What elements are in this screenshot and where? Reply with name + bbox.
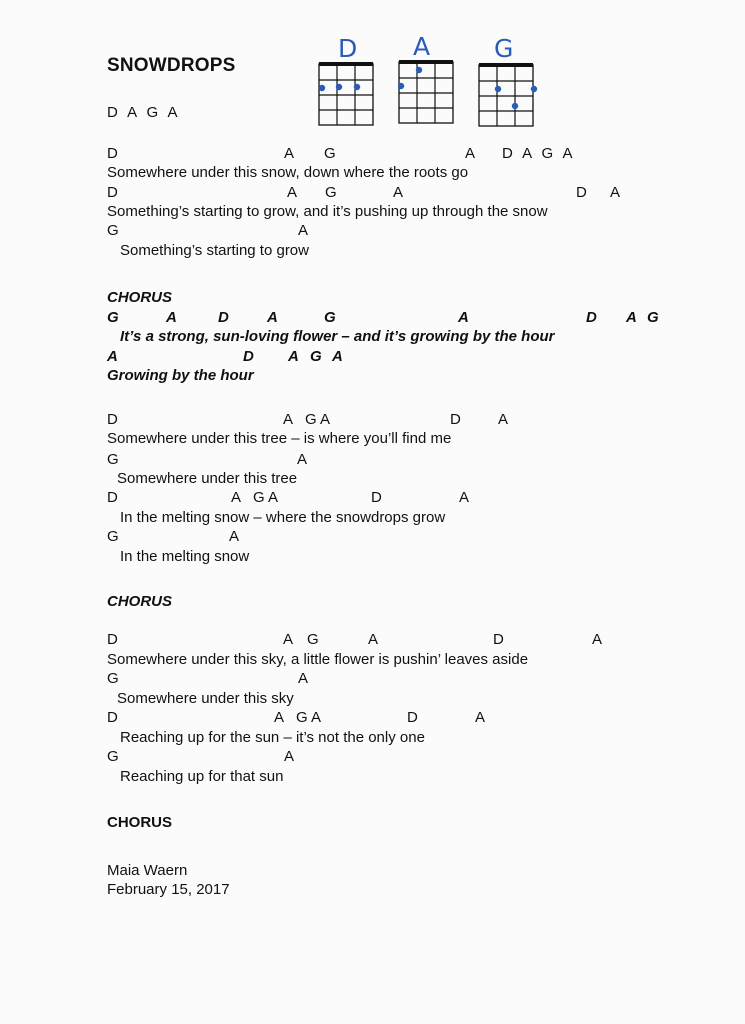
chord: A [288,348,299,365]
finger-dot [354,84,360,90]
lyric-line: Reaching up for that sun [120,768,284,785]
chord: D [243,348,254,365]
lyric-line: Growing by the hour [107,367,254,384]
chord: A [267,309,278,326]
chord: A [332,348,343,365]
lyric-line: Somewhere under this tree – is where you’ll find me [107,430,452,447]
chord: A [298,670,309,687]
chord: A [283,411,294,428]
chord: G [325,184,337,201]
chord: A [475,709,486,726]
chord: A [498,411,509,428]
chord: A [626,309,637,326]
chord: D A G A [502,145,576,162]
chord: A [393,184,404,201]
chord: D [450,411,461,428]
finger-dot [319,85,325,91]
lyric-line: Something’s starting to grow, and it’s pushing up through the snow [107,203,548,220]
chord-diagram-g [478,62,538,128]
chord-diagram-a [398,59,456,125]
chord: A [283,631,294,648]
chord: A [287,184,298,201]
lyric-line: Somewhere under this sky [117,690,294,707]
diagram-d-label: D [338,34,358,63]
chord: D [576,184,587,201]
chord: G A [305,411,331,428]
chord: D [218,309,229,326]
chord: G [107,451,119,468]
chord: A [284,145,295,162]
author: Maia Waern [107,862,188,879]
chord: A [592,631,603,648]
chord: G A [296,709,322,726]
chord: D [107,631,118,648]
chord: A [610,184,621,201]
finger-dot [336,84,342,90]
song-title: SNOWDROPS [107,55,236,76]
chord: A [274,709,285,726]
lyric-line: Somewhere under this snow, down where the roots go [107,164,469,181]
chord: D [107,489,118,506]
lyric-line: In the melting snow [120,548,250,565]
chord: A [107,348,118,365]
chord: G [324,309,336,326]
finger-dot [398,83,404,89]
chord: A [298,222,309,239]
lyric-line: Reaching up for the sun – it’s not the only one [120,729,425,746]
chord: A [459,489,470,506]
chord: A [458,309,469,326]
chord: A [465,145,476,162]
chord: G [107,222,119,239]
chorus-heading: CHORUS [107,814,173,831]
chorus-heading: CHORUS [107,289,173,306]
chord-diagram-d [318,61,376,127]
chord: A [368,631,379,648]
chord: A [297,451,308,468]
intro-chords: D A G A [107,104,181,121]
chord: G [107,309,119,326]
chord: D [107,709,118,726]
lyric-line: Somewhere under this tree [117,470,298,487]
diagram-a-label: A [413,32,431,61]
chord: G [310,348,322,365]
chord: D [107,411,118,428]
chord: D [407,709,418,726]
chord: G [107,748,119,765]
chord: A [284,748,295,765]
chord: G [647,309,659,326]
date: February 15, 2017 [107,881,230,898]
chord: G [107,670,119,687]
diagram-g-label: G [494,34,514,63]
finger-dot [495,86,501,92]
lyric-line: Somewhere under this sky, a little flower is pushin’ leaves aside [107,651,529,668]
chord: G A [253,489,279,506]
finger-dot [416,67,422,73]
lyric-line: It’s a strong, sun-loving flower – and it’s growing by the hour [120,328,555,345]
chord: D [107,184,118,201]
chord: A [166,309,177,326]
chord: G [107,528,119,545]
chord: D [493,631,504,648]
chord: A [231,489,242,506]
chord: D [371,489,382,506]
finger-dot [531,86,537,92]
chord: G [307,631,319,648]
finger-dot [512,103,518,109]
lyric-line: Something’s starting to grow [120,242,309,259]
chord: D [107,145,118,162]
chord: D [586,309,597,326]
chorus-heading: CHORUS [107,593,173,610]
chord: G [324,145,336,162]
chord: A [229,528,240,545]
lyric-line: In the melting snow – where the snowdrops grow [120,509,446,526]
